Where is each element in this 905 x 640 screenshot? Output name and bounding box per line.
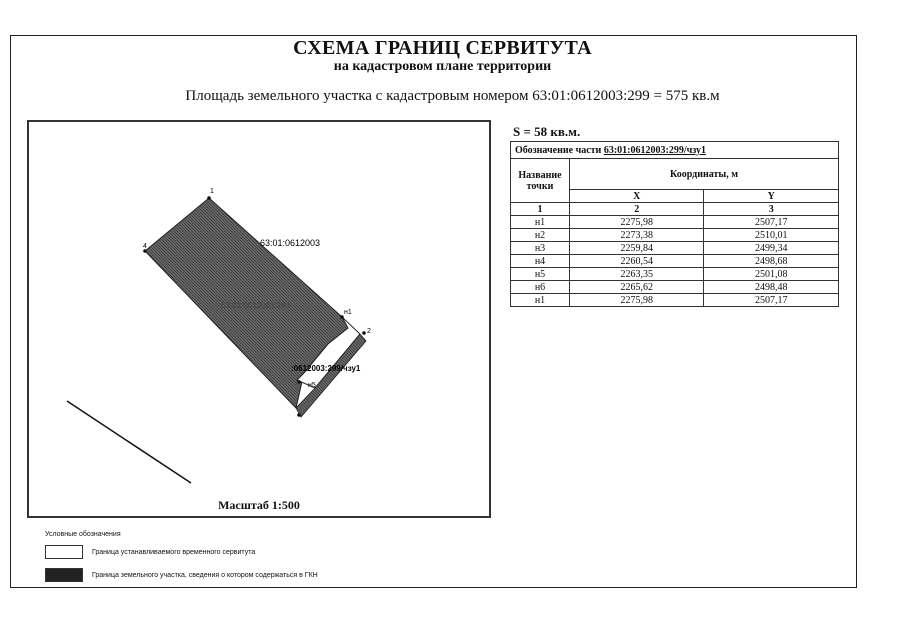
part-label: Обозначение части bbox=[515, 144, 602, 156]
y-cell: 2498,48 bbox=[704, 281, 839, 294]
page-title: СХЕМА ГРАНИЦ СЕРВИТУТА bbox=[293, 37, 592, 59]
col-x: X bbox=[570, 190, 704, 203]
parcel-number-label: 63:01:0612003:299 bbox=[221, 301, 290, 310]
table-row bbox=[511, 229, 839, 242]
legend-title: Условные обозначения bbox=[45, 531, 121, 538]
x-cell: 2273,38 bbox=[570, 229, 704, 242]
x-cell: 2275,98 bbox=[570, 216, 704, 229]
y-cell: 2501,08 bbox=[704, 268, 839, 281]
x-cell: 2263,35 bbox=[570, 268, 704, 281]
legend-easement-text: Граница устанавливаемого временного сервитута bbox=[92, 549, 256, 556]
x-cell: 2259,84 bbox=[570, 242, 704, 255]
page-subtitle: на кадастровом плане территории bbox=[333, 59, 552, 74]
col-point-name: Название точки bbox=[511, 159, 570, 203]
table-row bbox=[511, 242, 839, 255]
point-name-cell: н3 bbox=[511, 242, 570, 255]
point-label-2: 2 bbox=[367, 328, 371, 335]
legend-parcel-text: Граница земельного участка, сведения о котором содержаться в ГКН bbox=[92, 572, 318, 579]
cadastral-map bbox=[27, 120, 491, 518]
block-number-label: 63:01:0612003 bbox=[260, 238, 321, 248]
map-drawing bbox=[29, 122, 489, 516]
col-y: Y bbox=[704, 190, 839, 203]
part-code: 63:01:0612003:299/чзу1 bbox=[603, 144, 707, 156]
point-name-cell: н6 bbox=[511, 281, 570, 294]
x-cell: 2260,54 bbox=[570, 255, 704, 268]
easement-number-label: :0612003:299/чзу1 bbox=[291, 364, 361, 373]
table-row bbox=[511, 281, 839, 294]
point-name-cell: н1 bbox=[511, 294, 570, 307]
y-cell: 2507,17 bbox=[704, 294, 839, 307]
x-cell: 2275,98 bbox=[570, 294, 704, 307]
point-label-n5: н5 bbox=[308, 382, 316, 389]
part-designation-row bbox=[511, 142, 839, 159]
point-name-cell: н1 bbox=[511, 216, 570, 229]
legend-parcel-swatch bbox=[45, 568, 83, 582]
point-3-marker bbox=[297, 413, 301, 417]
street-line bbox=[67, 401, 191, 483]
index-cell: 1 bbox=[511, 203, 570, 216]
y-cell: 2498,68 bbox=[704, 255, 839, 268]
parcel-area-text: Площадь земельного участка с кадастровым номером 63:01:0612003:299 = 575 кв.м bbox=[185, 88, 720, 104]
y-cell: 2499,34 bbox=[704, 242, 839, 255]
point-name-cell: н2 bbox=[511, 229, 570, 242]
point-n5-marker bbox=[297, 380, 301, 384]
point-label-4: 4 bbox=[143, 243, 147, 250]
y-cell: 2510,01 bbox=[704, 229, 839, 242]
point-2-marker bbox=[362, 331, 366, 335]
table-row bbox=[511, 268, 839, 281]
point-1-marker bbox=[207, 196, 211, 200]
map-scale: Масштаб 1:500 bbox=[218, 498, 300, 512]
easement-area: S = 58 кв.м. bbox=[513, 124, 581, 139]
table-header-row bbox=[511, 159, 839, 190]
col-coordinates: Координаты, м bbox=[570, 159, 839, 190]
point-name-cell: н4 bbox=[511, 255, 570, 268]
point-name-cell: н5 bbox=[511, 268, 570, 281]
index-cell: 2 bbox=[570, 203, 704, 216]
point-label-n1: н1 bbox=[344, 309, 352, 316]
x-cell: 2265,62 bbox=[570, 281, 704, 294]
table-row bbox=[511, 216, 839, 229]
table-index-row bbox=[511, 203, 839, 216]
y-cell: 2507,17 bbox=[704, 216, 839, 229]
index-cell: 3 bbox=[704, 203, 839, 216]
legend-easement-swatch bbox=[45, 545, 83, 559]
table-row bbox=[511, 294, 839, 307]
point-label-1: 1 bbox=[210, 188, 214, 195]
coordinates-table bbox=[510, 141, 839, 307]
table-row bbox=[511, 255, 839, 268]
